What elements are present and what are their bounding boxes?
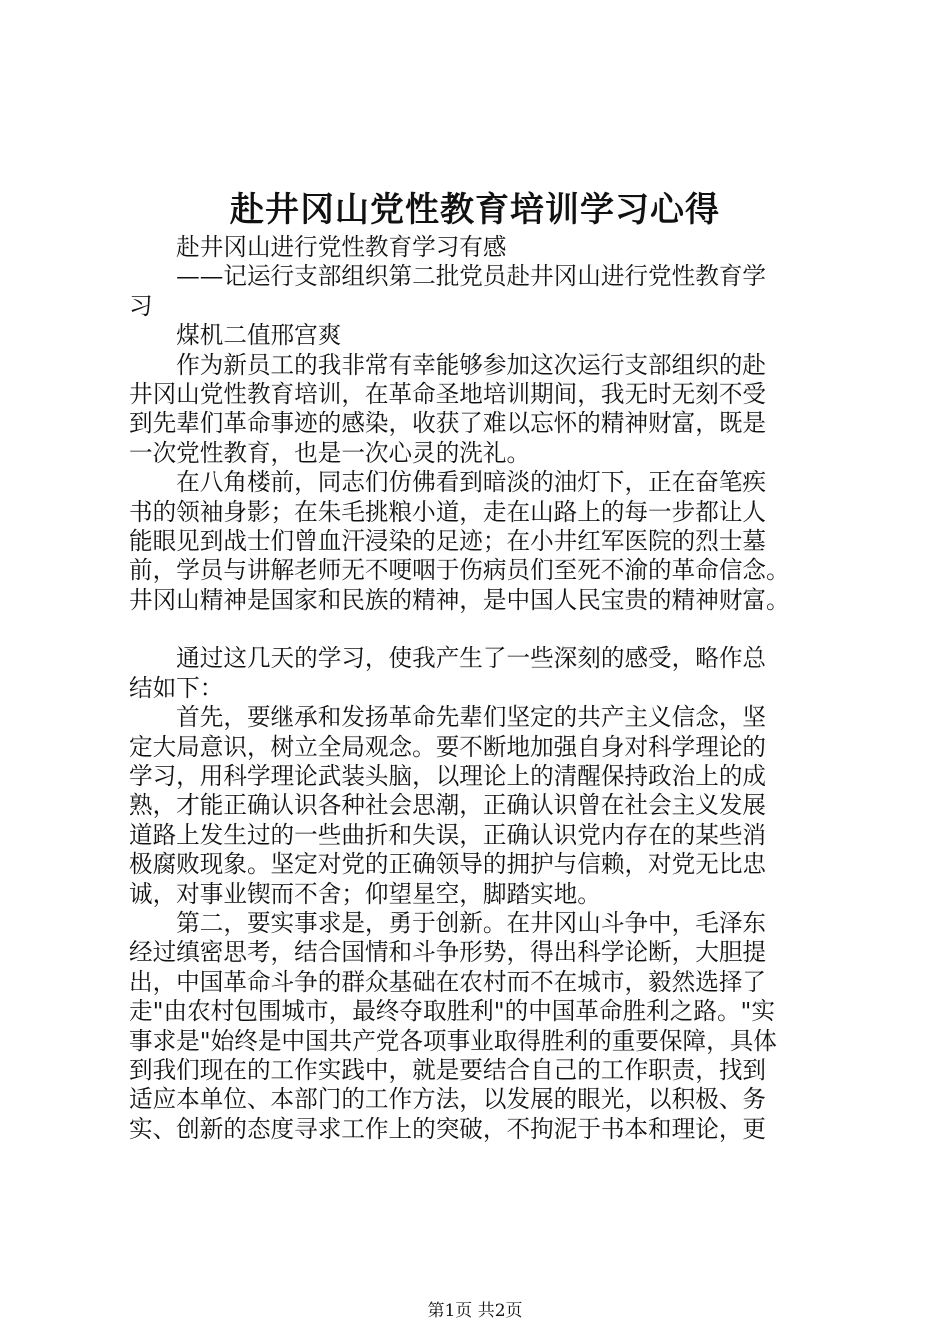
text-line: 经过缜密思考，结合国情和斗争形势，得出科学论断，大胆提 [129,938,767,967]
text-line: 走"由农村包围城市，最终夺取胜利"的中国革命胜利之路。"实 [129,997,775,1026]
text-line: 能眼见到战士们曾血汗浸染的足迹；在小井红军医院的烈士墓 [129,526,767,555]
text-line: 井冈山党性教育培训，在革命圣地培训期间，我无时无刻不受 [129,379,767,408]
text-line: 实、创新的态度寻求工作上的突破，不拘泥于书本和理论，更 [129,1114,767,1143]
text-line: 熟，才能正确认识各种社会思潮，正确认识曾在社会主义发展 [129,791,767,820]
text-line: 通过这几天的学习，使我产生了一些深刻的感受，略作总 [129,644,767,673]
text-line: 结如下： [129,673,224,702]
text-line: 道路上发生过的一些曲折和失误，正确认识党内存在的某些消 [129,820,767,849]
text-line: 井冈山精神是国家和民族的精神，是中国人民宝贵的精神财富。 [129,585,790,614]
text-line: 赴井冈山进行党性教育学习有感 [129,233,507,261]
text-line: ——记运行支部组织第二批党员赴井冈山进行党性教育学 [129,262,767,291]
text-line: 前，学员与讲解老师无不哽咽于伤病员们至死不渝的革命信念。 [129,556,790,585]
text-line: 到先辈们革命事迹的感染，收获了难以忘怀的精神财富，既是 [129,409,767,438]
text-line: 出，中国革命斗争的群众基础在农村而不在城市，毅然选择了 [129,967,767,996]
text-line: 在八角楼前，同志们仿佛看到暗淡的油灯下，正在奋笔疾 [129,468,767,497]
document-title: 赴井冈山党性教育培训学习心得 [230,190,720,230]
text-line: 书的领袖身影；在朱毛挑粮小道，走在山路上的每一步都让人 [129,497,767,526]
text-line: 适应本单位、本部门的工作方法，以发展的眼光，以积极、务 [129,1085,767,1114]
text-line: 极腐败现象。坚定对党的正确领导的拥护与信赖，对党无比忠 [129,850,767,879]
text-line: 事求是"始终是中国共产党各项事业取得胜利的重要保障，具体 [129,1026,777,1055]
text-line: 第二，要实事求是，勇于创新。在井冈山斗争中，毛泽东 [129,908,767,937]
text-line: 一次党性教育，也是一次心灵的洗礼。 [129,438,531,467]
text-line: 习 [129,291,153,320]
text-line: 煤机二值邢宫爽 [129,321,342,350]
text-line: 定大局意识，树立全局观念。要不断地加强自身对科学理论的 [129,732,767,761]
text-line: 诚，对事业锲而不舍；仰望星空，脚踏实地。 [129,879,601,908]
text-line: 作为新员工的我非常有幸能够参加这次运行支部组织的赴 [129,350,767,379]
text-line: 首先，要继承和发扬革命先辈们坚定的共产主义信念，坚 [129,703,767,732]
document-body [129,233,849,1144]
text-line: 到我们现在的工作实践中，就是要结合自己的工作职责，找到 [129,1055,767,1084]
text-line: 学习，用科学理论武装头脑，以理论上的清醒保持政治上的成 [129,762,767,791]
blank-line [129,615,849,644]
page-number: 第1页 共2页 [427,1301,523,1321]
